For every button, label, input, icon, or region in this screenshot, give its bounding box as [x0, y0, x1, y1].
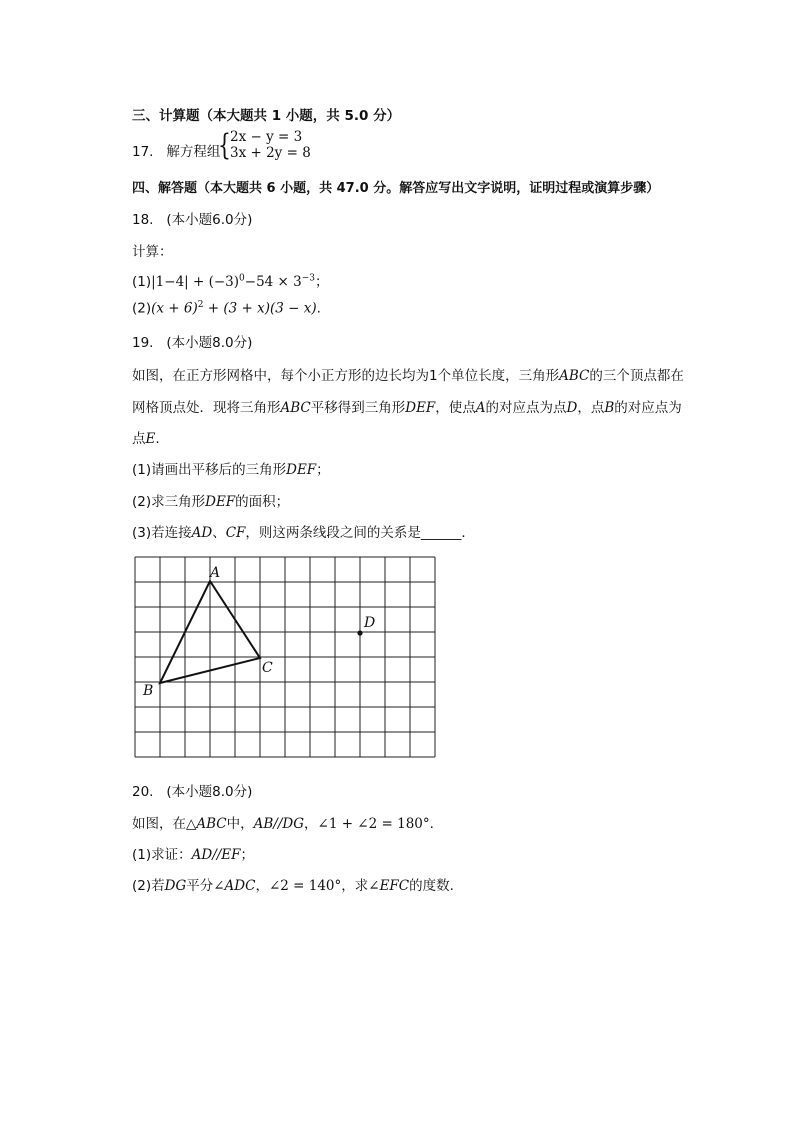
q19-p3-b: 、: [212, 525, 226, 541]
section-3-header: 三、计算题（本大题共 1 小题，共 5.0 分）: [132, 108, 401, 124]
q20-points: (本小题8.0分): [166, 784, 253, 800]
q19-p1-b: ；: [316, 462, 330, 478]
q19-line2: [132, 396, 682, 416]
q19-line3: [132, 427, 160, 447]
q20-p2-d: ，求: [341, 878, 369, 894]
q19-p1-m: DEF: [286, 462, 317, 478]
q19-part3: [132, 521, 475, 541]
q19-l2-f: 的对应点为: [614, 400, 682, 416]
q20-p1-m: AD//EF: [191, 847, 241, 863]
q20-l1-b: 中，: [226, 816, 254, 832]
q19-l1-math: ABC: [559, 368, 590, 384]
q19-l3-b: .: [155, 431, 160, 447]
q18-part1: [132, 270, 329, 290]
section-4-header: 四、解答题（本大题共 6 小题，共 47.0 分。解答应写出文字说明，证明过程或演算步骤）: [132, 181, 660, 196]
q19-l2-c: ，使点: [435, 400, 476, 416]
q18-p1-end: ；: [315, 274, 329, 290]
q19-l3-m: E: [145, 431, 156, 447]
q17-number: 17.: [132, 144, 154, 160]
q20-p2-e: 的度数.: [409, 878, 454, 894]
q19-l2-m3: A: [475, 400, 486, 416]
q18-part2: [132, 300, 321, 317]
q19-p3-a: (3)若连接: [132, 525, 192, 541]
q19-number: 19.: [132, 335, 154, 351]
label-d: D: [364, 615, 376, 631]
q17-text: 解方程组: [166, 144, 221, 160]
q20-p2-m3: ∠2 = 140°: [268, 878, 342, 894]
q19-l2-b: 平移得到三角形: [310, 400, 406, 416]
q20-p2-b: 平分: [186, 878, 214, 894]
q18-p1-exp0: 0: [239, 273, 245, 284]
q20-l1-d: .: [429, 816, 434, 832]
q19-l2-a: 网格顶点处．现将三角形: [132, 400, 281, 416]
q19-l2-m1: ABC: [280, 400, 311, 416]
q19-part2: [132, 490, 289, 510]
q18-intro: 计算：: [132, 244, 173, 260]
q19-part1: [132, 458, 330, 478]
q19-l2-e: ，点: [577, 400, 605, 416]
q19-p2-m: DEF: [205, 494, 236, 510]
q20-l1-m3: ∠1 + ∠2 = 180°: [317, 816, 430, 832]
q19-header: [132, 331, 252, 351]
q20-p1-b: ；: [240, 847, 255, 863]
q18-points: (本小题6.0分): [166, 212, 253, 228]
q19-l1-text-a: 如图，在正方形网格中，每个小正方形的边长均为1个单位长度，三角形: [132, 368, 560, 384]
q18-p2-exp: 2: [197, 300, 204, 310]
q20-p2-m4: ∠EFC: [368, 878, 410, 894]
q18-p1-exp: −3: [301, 273, 316, 284]
q20-p1-a: (1)求证：: [132, 847, 192, 863]
q20-l1-c: ，: [304, 816, 318, 832]
q20-p2-m1: DG: [164, 878, 187, 894]
q18-header: [132, 208, 252, 228]
q20-p2-m2: ∠ADC: [213, 878, 256, 894]
q18-number: 18.: [132, 212, 154, 228]
q18-p2-b: + (3 + x)(3 − x): [203, 300, 317, 317]
q18-p1-label: (1): [132, 274, 152, 290]
square-grid: [135, 557, 435, 757]
q18-p2-label: (2): [132, 300, 152, 317]
q18-p2-a: (x + 6): [151, 300, 198, 317]
q18-p1-expr: |1−4| + (−3): [151, 274, 240, 290]
q20-part1: [132, 843, 254, 863]
q19-p3-m1: AD: [191, 525, 213, 541]
q20-p2-a: (2)若: [132, 878, 165, 894]
q19-line1: [132, 364, 684, 384]
q19-p1-a: (1)请画出平移后的三角形: [132, 462, 287, 478]
q17-eq1: 2x − y = 3: [230, 129, 303, 145]
q20-l1-m1: △ABC: [186, 816, 227, 832]
label-a: A: [210, 565, 221, 581]
q19-l1-text-b: 的三个顶点都在: [589, 368, 684, 384]
q20-p2-c: ，: [255, 878, 269, 894]
system-brace: {: [218, 128, 231, 162]
q20-number: 20.: [132, 784, 154, 800]
label-c: C: [262, 660, 273, 676]
q18-p1-rest: −54 × 3: [244, 274, 302, 290]
q19-points: (本小题8.0分): [166, 335, 253, 351]
q17-eq2: 3x + 2y = 8: [230, 145, 311, 161]
q19-p2-a: (2)求三角形: [132, 494, 206, 510]
q19-l2-m5: B: [604, 400, 615, 416]
q19-l2-m4: D: [566, 400, 578, 416]
q19-l2-d: 的对应点为点: [485, 400, 567, 416]
question-17: [132, 140, 220, 160]
label-b: B: [143, 683, 154, 699]
q19-l3-a: 点: [132, 431, 146, 447]
q20-l1-a: 如图，在: [132, 816, 186, 832]
q19-l2-m2: DEF: [405, 400, 436, 416]
q19-p3-c: ，则这两条线段之间的关系是______．: [245, 525, 475, 541]
q19-p2-b: 的面积；: [235, 494, 290, 510]
point-d: [357, 630, 362, 635]
q20-l1-m2: AB//DG: [253, 816, 305, 832]
q18-p2-end: .: [316, 300, 321, 317]
q19-p3-m2: CF: [225, 525, 246, 541]
q20-header: [132, 780, 252, 800]
q20-line1: [132, 812, 434, 832]
q20-part2: [132, 874, 454, 894]
q19-grid-figure: [120, 550, 450, 765]
